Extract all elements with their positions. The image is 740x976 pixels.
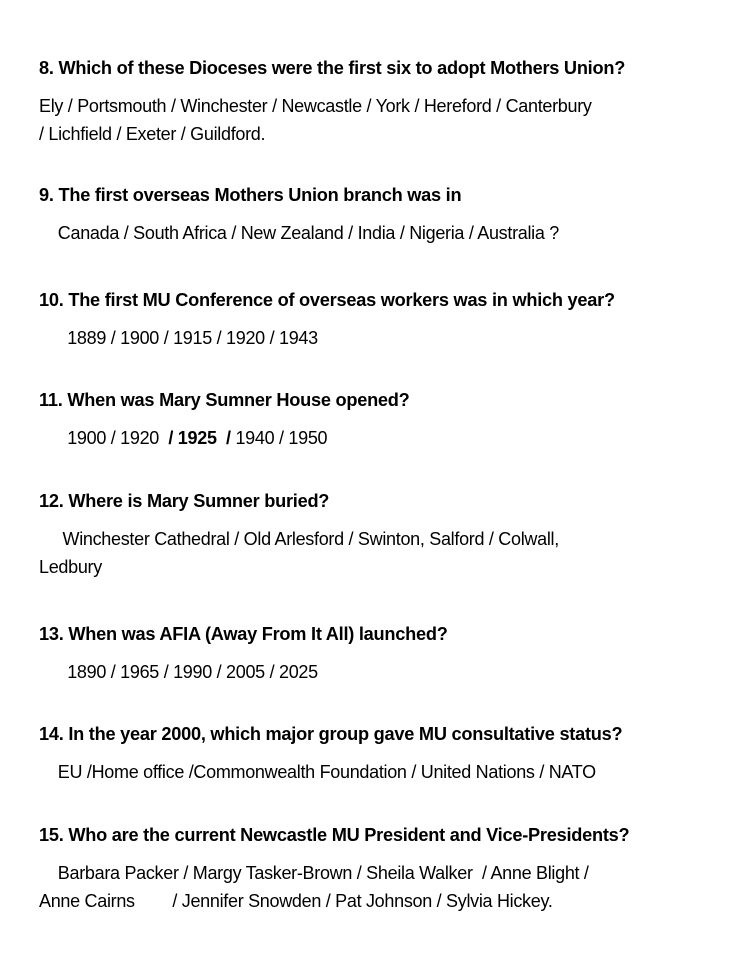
question-9 — [39, 184, 709, 247]
options-line: 1889 / 1900 / 1915 / 1920 / 1943 — [39, 328, 318, 348]
question-text: 11. When was Mary Sumner House opened? — [39, 390, 410, 410]
question-text: 14. In the year 2000, which major group gave MU consultative status? — [39, 724, 623, 744]
options-line: EU /Home office /Commonwealth Foundation / United Nations / NATO — [39, 762, 596, 782]
options-line: Anne Cairns / Jennifer Snowden / Pat Johnson / Sylvia Hickey. — [39, 891, 553, 911]
options-part: 1900 / 1920 — [39, 428, 169, 448]
answer-options — [39, 758, 709, 786]
question-text: 13. When was AFIA (Away From It All) launched? — [39, 624, 448, 644]
question-12 — [39, 490, 709, 581]
answer-options — [39, 324, 709, 352]
answer-options — [39, 424, 709, 452]
answer-options — [39, 658, 709, 686]
options-line: Barbara Packer / Margy Tasker-Brown / Sheila Walker / Anne Blight / — [39, 863, 589, 883]
options-line: Ledbury — [39, 557, 102, 577]
options-part-bold: / 1925 / — [168, 428, 231, 448]
answer-options — [39, 219, 709, 247]
question-13 — [39, 623, 709, 686]
question-15 — [39, 824, 709, 915]
options-line: Ely / Portsmouth / Winchester / Newcastle / York / Hereford / Canterbury — [39, 96, 592, 116]
question-10 — [39, 289, 709, 352]
question-14 — [39, 723, 709, 786]
options-line — [39, 424, 709, 452]
question-8 — [39, 57, 709, 148]
question-text: 12. Where is Mary Sumner buried? — [39, 491, 330, 511]
options-part: 1940 / 1950 — [230, 428, 328, 448]
answer-options — [39, 525, 709, 581]
question-text: 10. The first MU Conference of overseas workers was in which year? — [39, 290, 615, 310]
question-text: 15. Who are the current Newcastle MU President and Vice-Presidents? — [39, 825, 630, 845]
options-line: / Lichfield / Exeter / Guildford. — [39, 124, 266, 144]
options-line: 1890 / 1965 / 1990 / 2005 / 2025 — [39, 662, 318, 682]
question-text: 9. The first overseas Mothers Union branch was in — [39, 185, 462, 205]
options-line: Canada / South Africa / New Zealand / India / Nigeria / Australia ? — [39, 223, 559, 243]
answer-options — [39, 859, 709, 915]
answer-options — [39, 92, 709, 148]
question-11 — [39, 389, 709, 452]
question-text: 8. Which of these Dioceses were the first six to adopt Mothers Union? — [39, 58, 626, 78]
options-line: Winchester Cathedral / Old Arlesford / Swinton, Salford / Colwall, — [39, 529, 559, 549]
